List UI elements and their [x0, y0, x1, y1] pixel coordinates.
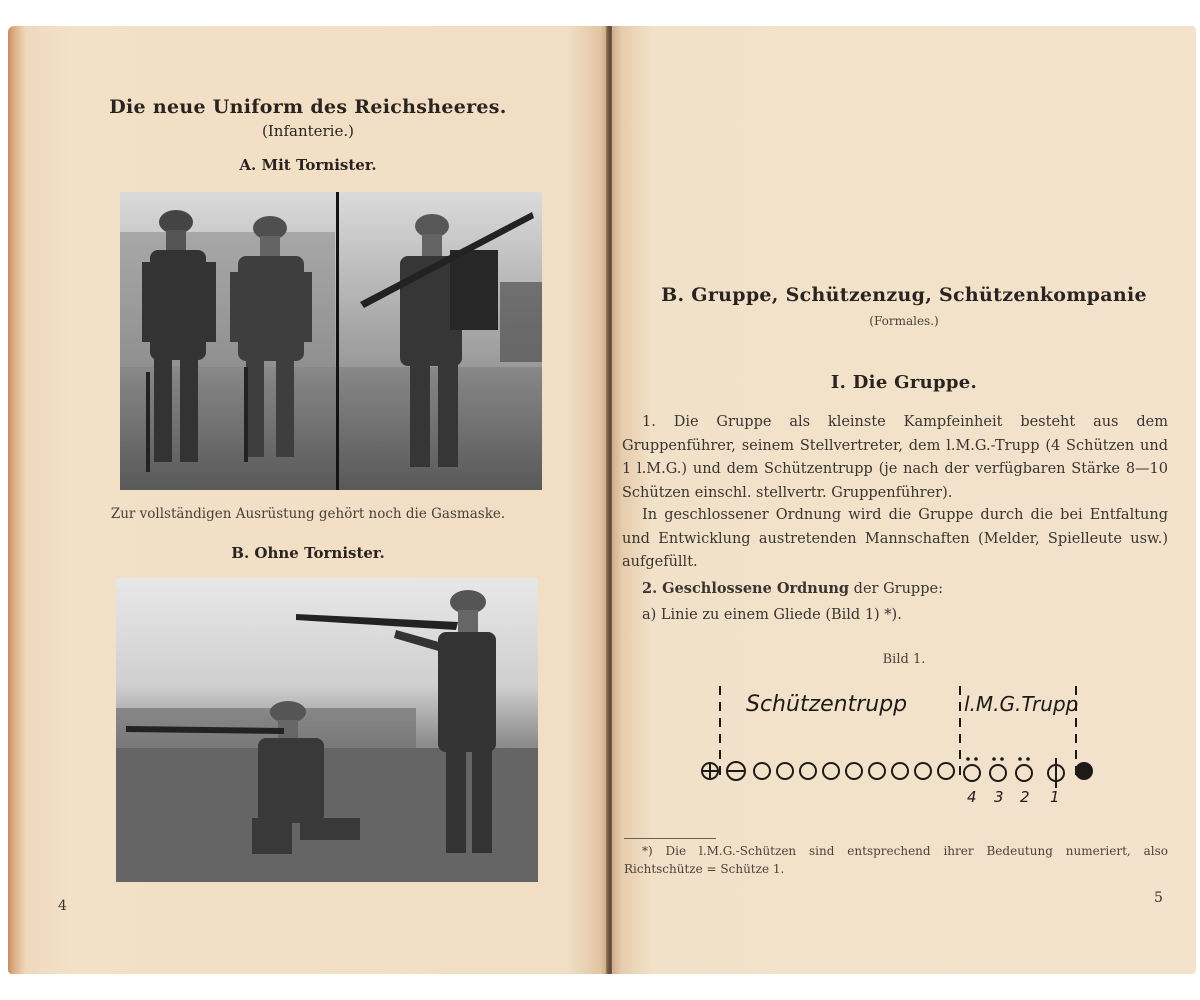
right-page-heading: B. Gruppe, Schützenzug, Schützenkompanie [661, 284, 1147, 306]
right-page [612, 26, 1196, 974]
photo-without-backpack [116, 578, 538, 882]
section-b-heading: B. Ohne Tornister. [231, 544, 385, 562]
deputy-leader-symbol [727, 762, 745, 780]
paragraph-1: 1. Die Gruppe als kleinste Kampfeinheit besteht aus dem Gruppenführer, seinem Stellvertreter, dem l.M.G.-Trupp (4 Schützen und 1 l.M.G.) und dem Schützentrupp (je nach der verfügbaren Stärke 8—10 Schützen einschl. stellvertr. Gruppenführer). [622, 414, 1168, 501]
photo-caption: Zur vollständigen Ausrüstung gehört noch die Gasmaske. [110, 506, 506, 522]
lmg-trupp-label: l.M.G.Trupp [964, 692, 1079, 716]
mg-gunner-dots [966, 757, 1030, 761]
footnote: *) Die l.M.G.-Schützen sind entsprechend ihrer Bedeutung numeriert, also Richtschütze = Schütze 1. [624, 844, 1168, 876]
figure-label: Bild 1. [882, 652, 926, 667]
gunner-numbers [967, 788, 1060, 806]
point-2 [642, 580, 943, 597]
left-page-title: Die neue Uniform des Reichsheeres. [109, 96, 507, 118]
section-a-heading: A. Mit Tornister. [239, 156, 377, 174]
left-page-subtitle: (Infanterie.) [262, 122, 354, 140]
schuetzentrupp-label: Schützentrupp [746, 692, 908, 717]
photo-with-backpack [120, 192, 542, 490]
section-title-gruppe: I. Die Gruppe. [830, 372, 978, 393]
gunner-number: 2 [1020, 788, 1030, 806]
left-page-number: 4 [58, 898, 67, 914]
gunner-number: 1 [1050, 788, 1060, 806]
gunner-number: 4 [967, 788, 977, 806]
right-page-number: 5 [1154, 890, 1163, 906]
photo-with-backpack-image [120, 192, 542, 490]
left-page [8, 26, 608, 974]
mg-gunner-symbols [964, 758, 1064, 788]
riflemen-symbols [754, 763, 954, 779]
photo-without-backpack-image [116, 578, 538, 882]
gunner-number: 3 [994, 788, 1004, 806]
group-leader-symbol [702, 763, 718, 779]
right-page-heading-note: (Formales.) [869, 314, 939, 328]
formation-diagram [612, 676, 1196, 806]
footnote-rule [624, 838, 716, 839]
machine-gun-symbol [1075, 762, 1093, 780]
point-2-rest: der Gruppe: [849, 581, 943, 597]
paragraph-2: In geschlossener Ordnung wird die Gruppe durch die bei Entfaltung und Entwicklung austretenden Mannschaften (Melder, Spielleute usw.) aufgefüllt. [622, 507, 1168, 570]
point-a: a) Linie zu einem Gliede (Bild 1) *). [642, 607, 902, 623]
point-2-bold: 2. Geschlossene Ordnung [642, 580, 850, 597]
open-book [8, 26, 1196, 974]
